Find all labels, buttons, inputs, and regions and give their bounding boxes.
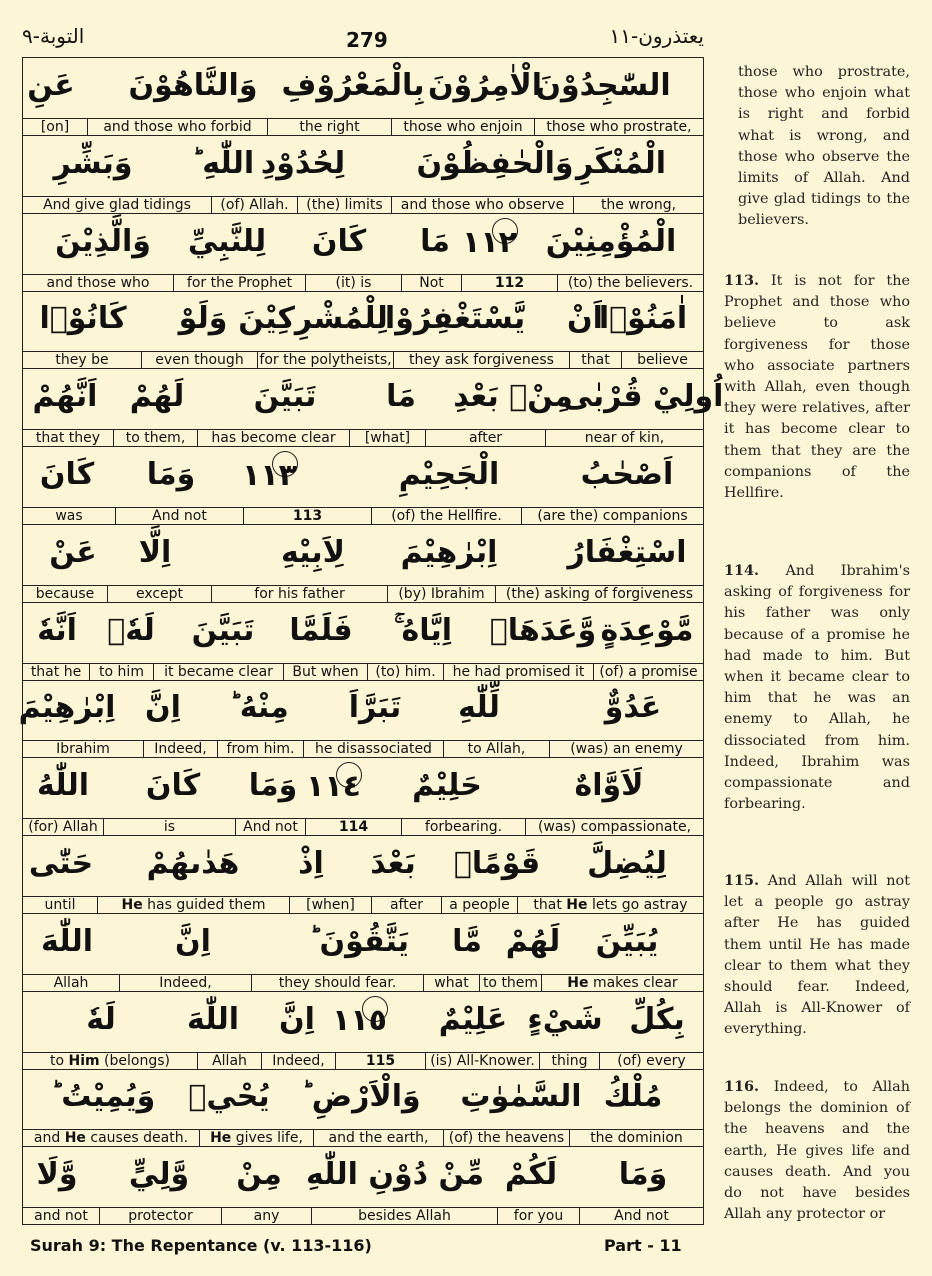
page-number: 279 xyxy=(346,28,388,52)
arabic-row xyxy=(23,1069,703,1129)
arabic-word: اللّٰهِ ؕ xyxy=(191,145,255,181)
english-gloss: (by) Ibrahim xyxy=(387,586,495,602)
arabic-word: مِنْ xyxy=(236,1157,282,1193)
english-gloss: a people xyxy=(441,897,517,913)
arabic-word: فَلَمَّا xyxy=(289,612,353,648)
english-gloss: and the earth, xyxy=(313,1130,443,1146)
english-gloss: 115 xyxy=(335,1053,425,1069)
english-gloss: the dominion xyxy=(569,1130,703,1146)
english-gloss: and He causes death. xyxy=(33,1130,189,1147)
arabic-word: الْمُؤْمِنِيْنَ xyxy=(545,223,677,259)
verse-number: 116. xyxy=(724,1078,760,1095)
arabic-word: السّٰجِدُوْنَ xyxy=(535,68,671,103)
english-gloss: besides Allah xyxy=(311,1208,497,1224)
english-gloss: But when xyxy=(283,664,367,680)
arabic-row xyxy=(23,603,703,663)
arabic-word: اُولِيْ قُرْبٰى xyxy=(562,379,724,415)
arabic-word: لَهٗۤ xyxy=(107,612,155,648)
arabic-word: وَّلِيٍّ xyxy=(128,1157,190,1193)
english-row xyxy=(23,1129,703,1147)
arabic-word: وَالْحٰفِظُوْنَ xyxy=(416,145,574,181)
english-gloss: Allah xyxy=(53,974,89,991)
english-gloss: 114 xyxy=(305,819,401,835)
english-gloss: (of) a promise xyxy=(593,664,703,680)
surah-name-arabic: التوبة-٩ xyxy=(22,24,85,48)
english-row xyxy=(23,740,703,758)
arabic-word: هَدٰىهُمْ xyxy=(146,846,240,881)
english-gloss: that xyxy=(569,352,621,368)
arabic-word: تَبَيَّنَ xyxy=(191,612,255,648)
arabic-word: وَّعَدَهَاۤ xyxy=(489,612,597,648)
verse-translation xyxy=(724,560,910,815)
english-gloss: was xyxy=(55,508,83,524)
english-gloss: and those who observe xyxy=(391,197,573,213)
english-gloss: (is) All-Knower. xyxy=(425,1053,539,1069)
arabic-word: اَنَّهٗ xyxy=(37,612,77,648)
arabic-row xyxy=(18,680,703,740)
arabic-word: قَوْمًاۢ xyxy=(453,846,541,881)
english-gloss: (was) an enemy xyxy=(549,741,703,757)
verse-end-marker: ١١٣ xyxy=(272,451,298,477)
english-gloss: (to) the believers. xyxy=(557,275,703,291)
verse-number: 115. xyxy=(724,872,760,889)
arabic-word: وَمَا xyxy=(248,768,298,804)
arabic-word: وَالْاَرْضِ ؕ xyxy=(301,1079,421,1115)
arabic-word: لَهُمْ xyxy=(129,379,185,415)
arabic-word: بِالْمَعْرُوْفِ xyxy=(281,68,425,103)
english-row xyxy=(23,1207,703,1225)
verse-translation xyxy=(724,270,910,504)
arabic-word: اسْتِغْفَارُ xyxy=(567,534,687,570)
english-gloss: thing xyxy=(539,1053,599,1069)
english-row xyxy=(23,1052,703,1070)
english-gloss: Allah xyxy=(197,1053,261,1069)
verse-text: And Allah will not let a people go astray after He has guided them until He has made clear to them what they should fear. Indeed, Allah is All-Knower of everything. xyxy=(724,873,910,1038)
english-row xyxy=(23,896,703,914)
arabic-word: اللّٰهَ xyxy=(41,923,93,959)
arabic-word: حَتّٰى xyxy=(28,846,94,881)
arabic-word: مَا xyxy=(420,223,450,259)
arabic-row xyxy=(23,992,703,1052)
arabic-row xyxy=(23,369,724,429)
arabic-word: اٰمَنُوْۤا xyxy=(598,301,688,337)
juz-name-arabic: يعتذرون-١١ xyxy=(609,24,704,48)
english-gloss: (was) compassionate, xyxy=(525,819,703,835)
english-gloss: for his father xyxy=(211,586,387,602)
arabic-row xyxy=(23,58,703,118)
arabic-word: اللّٰهَ xyxy=(187,1001,239,1037)
arabic-word: لَهُمْ xyxy=(505,923,561,959)
english-row xyxy=(23,585,703,603)
arabic-row xyxy=(23,1147,703,1207)
arabic-word: كَانُوْۤا xyxy=(39,301,127,337)
verse-text: And Ibrahim's asking of forgiveness for his father was only because of a promise he had made to him. But when it became clear to him that he was an enemy to Allah, he dissociated from him. Indeed, Ibrahim was compassionate and forbearing. xyxy=(724,563,910,813)
arabic-word: شَيْءٍ xyxy=(527,1001,603,1037)
verse-end-marker: ١١٢ xyxy=(492,218,518,244)
english-gloss: He makes clear xyxy=(541,975,703,991)
arabic-word: اَنْ xyxy=(567,301,603,337)
english-gloss: for the polytheists, xyxy=(257,352,393,368)
english-gloss: except xyxy=(107,586,211,602)
english-gloss: after xyxy=(425,430,545,446)
english-gloss: Not xyxy=(401,275,461,291)
english-row xyxy=(23,118,703,136)
english-gloss: they ask forgiveness xyxy=(393,352,569,368)
english-gloss: after xyxy=(371,897,441,913)
english-gloss: he disassociated xyxy=(303,741,443,757)
english-gloss: they be xyxy=(55,352,109,369)
english-gloss: believe xyxy=(621,352,703,368)
english-gloss: that he xyxy=(30,663,82,680)
arabic-word: تَبَرَّاَ xyxy=(348,690,402,726)
arabic-word: وَالَّذِيْنَ xyxy=(55,223,151,259)
arabic-word: وَّلَا xyxy=(36,1157,78,1193)
arabic-word: اَنَّهُمْ xyxy=(32,379,98,415)
english-gloss: those who prostrate, xyxy=(534,119,703,135)
english-gloss: (are the) companions xyxy=(521,508,703,524)
english-gloss: And not xyxy=(115,508,243,524)
english-gloss: Indeed, xyxy=(143,741,217,757)
english-gloss: to them xyxy=(479,975,541,991)
english-gloss: forbearing. xyxy=(401,819,525,835)
english-gloss: [on] xyxy=(40,119,70,135)
arabic-row xyxy=(23,214,703,274)
verse-end-marker: ١١٥ xyxy=(362,996,388,1022)
english-gloss: And not xyxy=(235,819,305,835)
english-gloss: those who enjoin xyxy=(391,119,534,135)
english-row xyxy=(23,663,703,681)
arabic-word: وَالنَّاهُوْنَ xyxy=(128,68,258,103)
verse-translation xyxy=(724,62,910,232)
part-footer: Part - 11 xyxy=(604,1236,682,1255)
translation-grid xyxy=(18,57,724,1225)
english-gloss: Ibrahim xyxy=(56,741,110,758)
english-row xyxy=(23,974,703,992)
english-gloss: And give glad tidings xyxy=(43,196,191,213)
arabic-word: اِذْ xyxy=(298,846,324,881)
english-gloss: for the Prophet xyxy=(173,275,305,291)
english-gloss: to Allah, xyxy=(443,741,549,757)
english-gloss: even though xyxy=(141,352,257,368)
english-gloss: because xyxy=(35,585,95,602)
english-gloss: (to) him. xyxy=(367,664,443,680)
arabic-word: لِحُدُوْدِ xyxy=(260,145,346,181)
english-row xyxy=(23,429,703,447)
english-gloss: (of) every xyxy=(599,1053,703,1069)
arabic-word: كَانَ xyxy=(39,457,95,492)
english-gloss: He has guided them xyxy=(97,897,289,913)
arabic-word: وَلَوْ xyxy=(178,301,228,337)
arabic-word: يُبَيِّنَ xyxy=(595,923,659,959)
english-gloss: And not xyxy=(579,1208,703,1224)
english-gloss: near of kin, xyxy=(545,430,703,446)
english-row xyxy=(23,507,703,525)
english-gloss: (it) is xyxy=(305,275,401,291)
arabic-word: مِنْهُ ؕ xyxy=(229,690,289,726)
arabic-word: اِبْرٰهِيْمَ xyxy=(400,534,498,570)
english-gloss: it became clear xyxy=(153,664,283,680)
english-gloss: 113 xyxy=(243,508,371,524)
arabic-word: مَا xyxy=(386,379,416,415)
english-row xyxy=(23,818,703,836)
arabic-word: الْاٰمِرُوْنَ xyxy=(427,68,543,103)
english-gloss: to him xyxy=(89,664,153,680)
arabic-word: اَصْحٰبُ xyxy=(580,457,674,492)
english-gloss: that they xyxy=(35,430,101,447)
english-row xyxy=(23,274,703,292)
english-gloss: Indeed, xyxy=(261,1053,335,1069)
arabic-word: تَبَيَّنَ xyxy=(253,379,317,415)
english-gloss: (for) Allah xyxy=(28,819,98,836)
arabic-word: اِنَّ xyxy=(145,690,181,726)
english-gloss: that He lets go astray xyxy=(517,897,703,913)
verse-translation xyxy=(724,870,910,1041)
english-gloss: for you xyxy=(497,1208,579,1224)
english-gloss: (of) the Hellfire. xyxy=(371,508,521,524)
arabic-word: مَّوْعِدَةٍ xyxy=(600,612,694,648)
arabic-word: اِنَّ xyxy=(279,1001,315,1037)
arabic-row xyxy=(23,758,703,818)
verse-text: It is not for the Prophet and those who believe to ask forgiveness for those who associate partners with Allah, even though they were relatives, after it has become clear to them that they are the companions of the Hellfire. xyxy=(724,273,910,502)
arabic-word: مِنْۢ بَعْدِ xyxy=(453,379,573,415)
english-gloss: Indeed, xyxy=(119,975,251,991)
arabic-word: بَعْدَ xyxy=(370,846,416,881)
arabic-word: مُلْكُ xyxy=(603,1079,663,1115)
arabic-word: اللّٰهُ xyxy=(37,768,89,804)
arabic-word: وَمَا xyxy=(146,457,196,492)
english-gloss: protector xyxy=(99,1208,221,1224)
english-gloss: (of) Allah. xyxy=(211,197,297,213)
arabic-word: لِلْمُشْرِكِيْنَ xyxy=(238,301,388,337)
arabic-word: عَنِ xyxy=(27,68,75,103)
english-gloss: and those who forbid xyxy=(87,119,267,135)
arabic-word: مَّا xyxy=(452,923,482,959)
arabic-row xyxy=(23,447,703,507)
english-gloss: (of) the heavens xyxy=(443,1130,569,1146)
arabic-word: عَلِيْمٌ xyxy=(438,1001,508,1037)
arabic-word: لَهٗ xyxy=(86,1001,116,1037)
arabic-word: اِيَّاهُ ۚ xyxy=(393,612,453,648)
verse-number: 114. xyxy=(724,562,760,579)
arabic-row xyxy=(23,136,703,196)
arabic-word: الْجَحِيْمِ xyxy=(398,457,500,492)
arabic-word: يَّسْتَغْفِرُوْا xyxy=(384,301,526,337)
arabic-word: كَانَ xyxy=(145,768,201,804)
arabic-row xyxy=(23,914,703,974)
english-gloss: they should fear. xyxy=(251,975,423,991)
arabic-word: وَيُمِيْتُ ؕ xyxy=(50,1079,156,1115)
arabic-word: عَدُوٌّ xyxy=(604,690,662,726)
english-gloss: what xyxy=(423,975,479,991)
english-gloss: and those who xyxy=(46,274,150,291)
english-gloss: and not xyxy=(34,1208,88,1225)
surah-footer: Surah 9: The Repentance (v. 113-116) xyxy=(30,1236,372,1255)
arabic-word: مِّنْ دُوْنِ اللّٰهِ xyxy=(305,1157,485,1193)
arabic-word: لِّلّٰهِ xyxy=(458,690,500,726)
english-gloss: to Him (belongs) xyxy=(49,1052,170,1069)
english-gloss: is xyxy=(103,819,235,835)
arabic-word: الْمُنْكَرِ xyxy=(575,145,667,181)
english-gloss: until xyxy=(44,897,76,913)
arabic-word: يُحْيٖ xyxy=(188,1079,270,1115)
verse-number: 113. xyxy=(724,272,760,289)
arabic-row xyxy=(23,525,703,585)
english-gloss: any xyxy=(221,1208,311,1224)
arabic-word: وَبَشِّرِ xyxy=(53,145,133,181)
english-gloss: [when] xyxy=(289,897,371,913)
english-gloss: 112 xyxy=(461,275,557,291)
arabic-word: يَتَّقُوْنَ ؕ xyxy=(309,923,409,959)
arabic-word: اِبْرٰهِيْمَ xyxy=(18,690,116,726)
english-gloss: from him. xyxy=(217,741,303,757)
arabic-word: السَّمٰوٰتِ xyxy=(460,1079,582,1115)
verse-text: Indeed, to Allah belongs the dominion of the heavens and the earth, He gives life and causes death. And you do not have besides Allah any protector or xyxy=(724,1079,910,1223)
arabic-row xyxy=(23,836,703,896)
english-gloss: He gives life, xyxy=(199,1130,313,1146)
arabic-word: كَانَ xyxy=(311,223,367,259)
english-gloss: the right xyxy=(267,119,391,135)
english-gloss: to them, xyxy=(113,430,197,446)
english-gloss: (the) asking of forgiveness xyxy=(495,586,703,602)
english-gloss: [what] xyxy=(349,430,425,446)
arabic-word: اِنَّ xyxy=(175,923,211,959)
arabic-word: وَمَا xyxy=(618,1157,668,1193)
english-gloss: has become clear xyxy=(197,430,349,446)
arabic-word: لِلنَّبِيِّ xyxy=(187,223,267,259)
arabic-word: عَنْ xyxy=(49,534,97,570)
verse-end-marker: ١١٤ xyxy=(336,762,362,788)
english-gloss: (the) limits xyxy=(297,197,391,213)
verse-text: those who prostrate, those who enjoin what is right and forbid what is wrong, and those who observe the limits of Allah. And give glad tidings to the believers. xyxy=(738,64,910,229)
arabic-word: لِاَبِيْهِ xyxy=(280,534,346,570)
english-row xyxy=(23,351,703,369)
arabic-word: اِلَّا xyxy=(138,534,172,570)
arabic-word: حَلِيْمٌ xyxy=(412,768,482,804)
verse-translation xyxy=(724,1076,910,1225)
english-row xyxy=(23,196,703,214)
english-gloss: the wrong, xyxy=(573,197,703,213)
arabic-row xyxy=(23,291,703,351)
english-gloss: he had promised it xyxy=(443,664,593,680)
arabic-word: بِكُلِّ xyxy=(629,1001,685,1037)
arabic-word: لَاَوَّاهٌ xyxy=(574,768,644,804)
arabic-word: لَكُمْ xyxy=(504,1157,558,1193)
arabic-word: لِيُضِلَّ xyxy=(587,846,667,881)
